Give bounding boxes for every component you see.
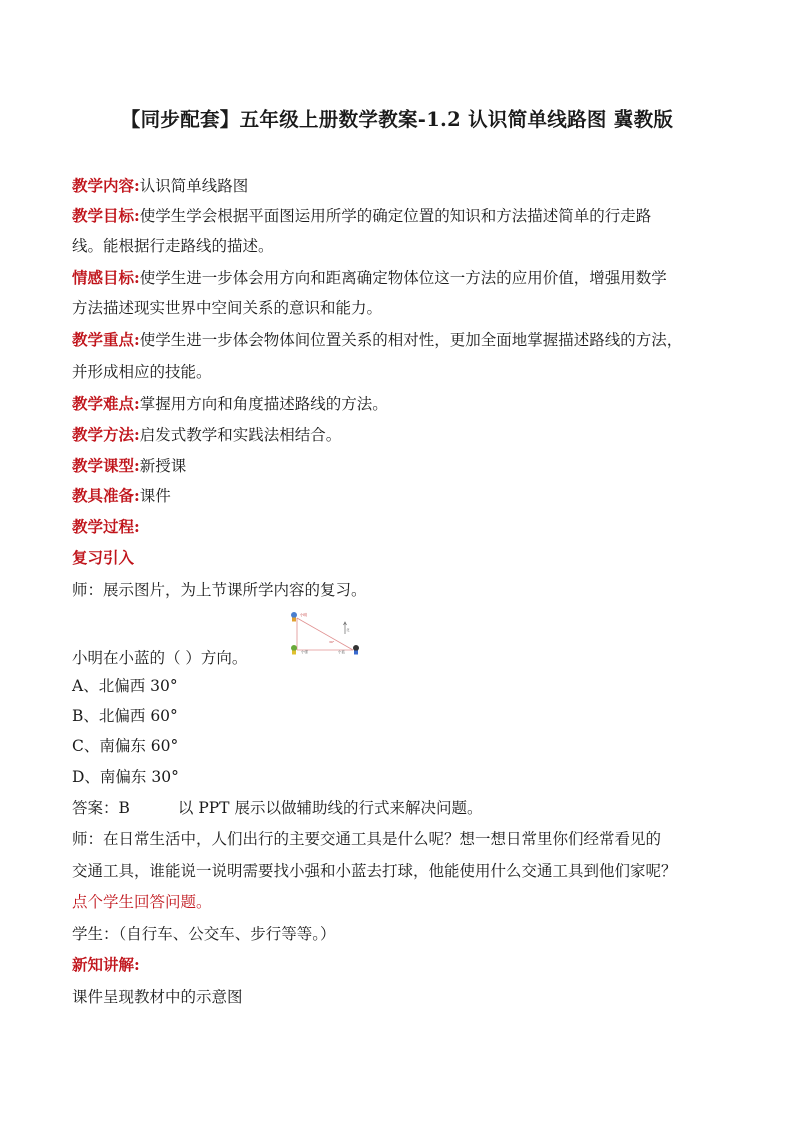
xiaoqiang-label: 小强 xyxy=(301,650,308,654)
difficulty-text: 掌握用方向和角度描述路线的方法。 xyxy=(139,395,388,413)
teacher-intro: 师：展示图片，为上节课所学内容的复习。 xyxy=(72,581,367,599)
method-line xyxy=(72,425,341,445)
answer-label: 答案：B xyxy=(72,799,130,817)
review-heading: 复习引入 xyxy=(72,548,135,567)
xiaolan-label: 小蓝 xyxy=(338,650,345,654)
option-d: D、南偏东 30° xyxy=(72,768,179,786)
process-heading: 教学过程: xyxy=(72,517,140,536)
emotion-goal-text: 使学生进一步体会用方向和距离确定物体位这一方法的应用价值，增强用数学 xyxy=(139,269,667,287)
option-a: A、北偏西 30° xyxy=(72,677,178,695)
teaching-content-text: 认识简单线路图 xyxy=(139,177,249,195)
tools-text: 课件 xyxy=(139,487,171,505)
new-knowledge-heading: 新知讲解: xyxy=(72,955,140,974)
north-label: 北 xyxy=(346,628,350,632)
difficulty-line xyxy=(72,394,388,414)
teacher-question-line-1: 师：在日常生活中，人们出行的主要交通工具是什么呢？想一想日常里你们经常看见的 xyxy=(72,830,662,848)
lesson-type-label: 教学课型: xyxy=(72,456,140,475)
xiaoming-figure-icon xyxy=(291,612,297,618)
key-point-text: 使学生进一步体会物体间位置关系的相对性，更加全面地掌握描述路线的方法， xyxy=(139,331,683,349)
teaching-goal-text: 使学生学会根据平面图运用所学的确定位置的知识和方法描述简单的行走路 xyxy=(139,207,652,225)
tools-line xyxy=(72,486,171,506)
teaching-goal-label: 教学目标: xyxy=(72,206,140,225)
xiaoming-label: 小明 xyxy=(300,613,307,617)
student-answer-line: 学生：（自行车、公交车、步行等等。） xyxy=(72,925,336,943)
key-point-line-2: 并形成相应的技能。 xyxy=(72,363,212,381)
key-point-label: 教学重点: xyxy=(72,330,140,349)
teaching-content-line xyxy=(72,176,248,196)
difficulty-label: 教学难点: xyxy=(72,394,140,413)
teaching-goal-line-2: 线。能根据行走路线的描述。 xyxy=(72,237,274,255)
method-text: 启发式教学和实践法相结合。 xyxy=(139,426,342,444)
emotion-goal-line xyxy=(72,268,667,288)
option-b: B、北偏西 60° xyxy=(72,707,178,725)
xiaoqiang-figure-icon xyxy=(291,645,297,651)
courseware-line: 课件呈现教材中的示意图 xyxy=(72,988,243,1006)
xiaolan-figure-icon xyxy=(353,645,359,651)
lesson-type-line xyxy=(72,456,186,476)
teaching-content-label: 教学内容: xyxy=(72,176,140,195)
ask-students-line: 点个学生回答问题。 xyxy=(72,893,212,911)
direction-figure xyxy=(283,606,363,662)
question-line: 小明在小蓝的（ ）方向。 xyxy=(72,649,248,667)
answer-line xyxy=(72,798,482,818)
document-title: 【同步配套】五年级上册数学教案-1.2 认识简单线路图 冀教版 xyxy=(120,108,674,131)
key-point-line xyxy=(72,330,682,350)
method-label: 教学方法: xyxy=(72,425,140,444)
teacher-question-line-2: 交通工具，谁能说一说明需要找小强和小蓝去打球，他能使用什么交通工具到他们家呢？ xyxy=(72,862,677,880)
tools-label: 教具准备: xyxy=(72,486,140,505)
angle-label: 30° xyxy=(329,640,335,644)
emotion-goal-line-2: 方法描述现实世界中空间关系的意识和能力。 xyxy=(72,299,383,317)
emotion-goal-label: 情感目标: xyxy=(72,268,140,287)
option-c: C、南偏东 60° xyxy=(72,737,179,755)
lesson-type-text: 新授课 xyxy=(139,457,187,475)
answer-text: 以 PPT 展示以做辅助线的行式来解决问题。 xyxy=(177,799,483,817)
teaching-goal-line xyxy=(72,206,651,226)
